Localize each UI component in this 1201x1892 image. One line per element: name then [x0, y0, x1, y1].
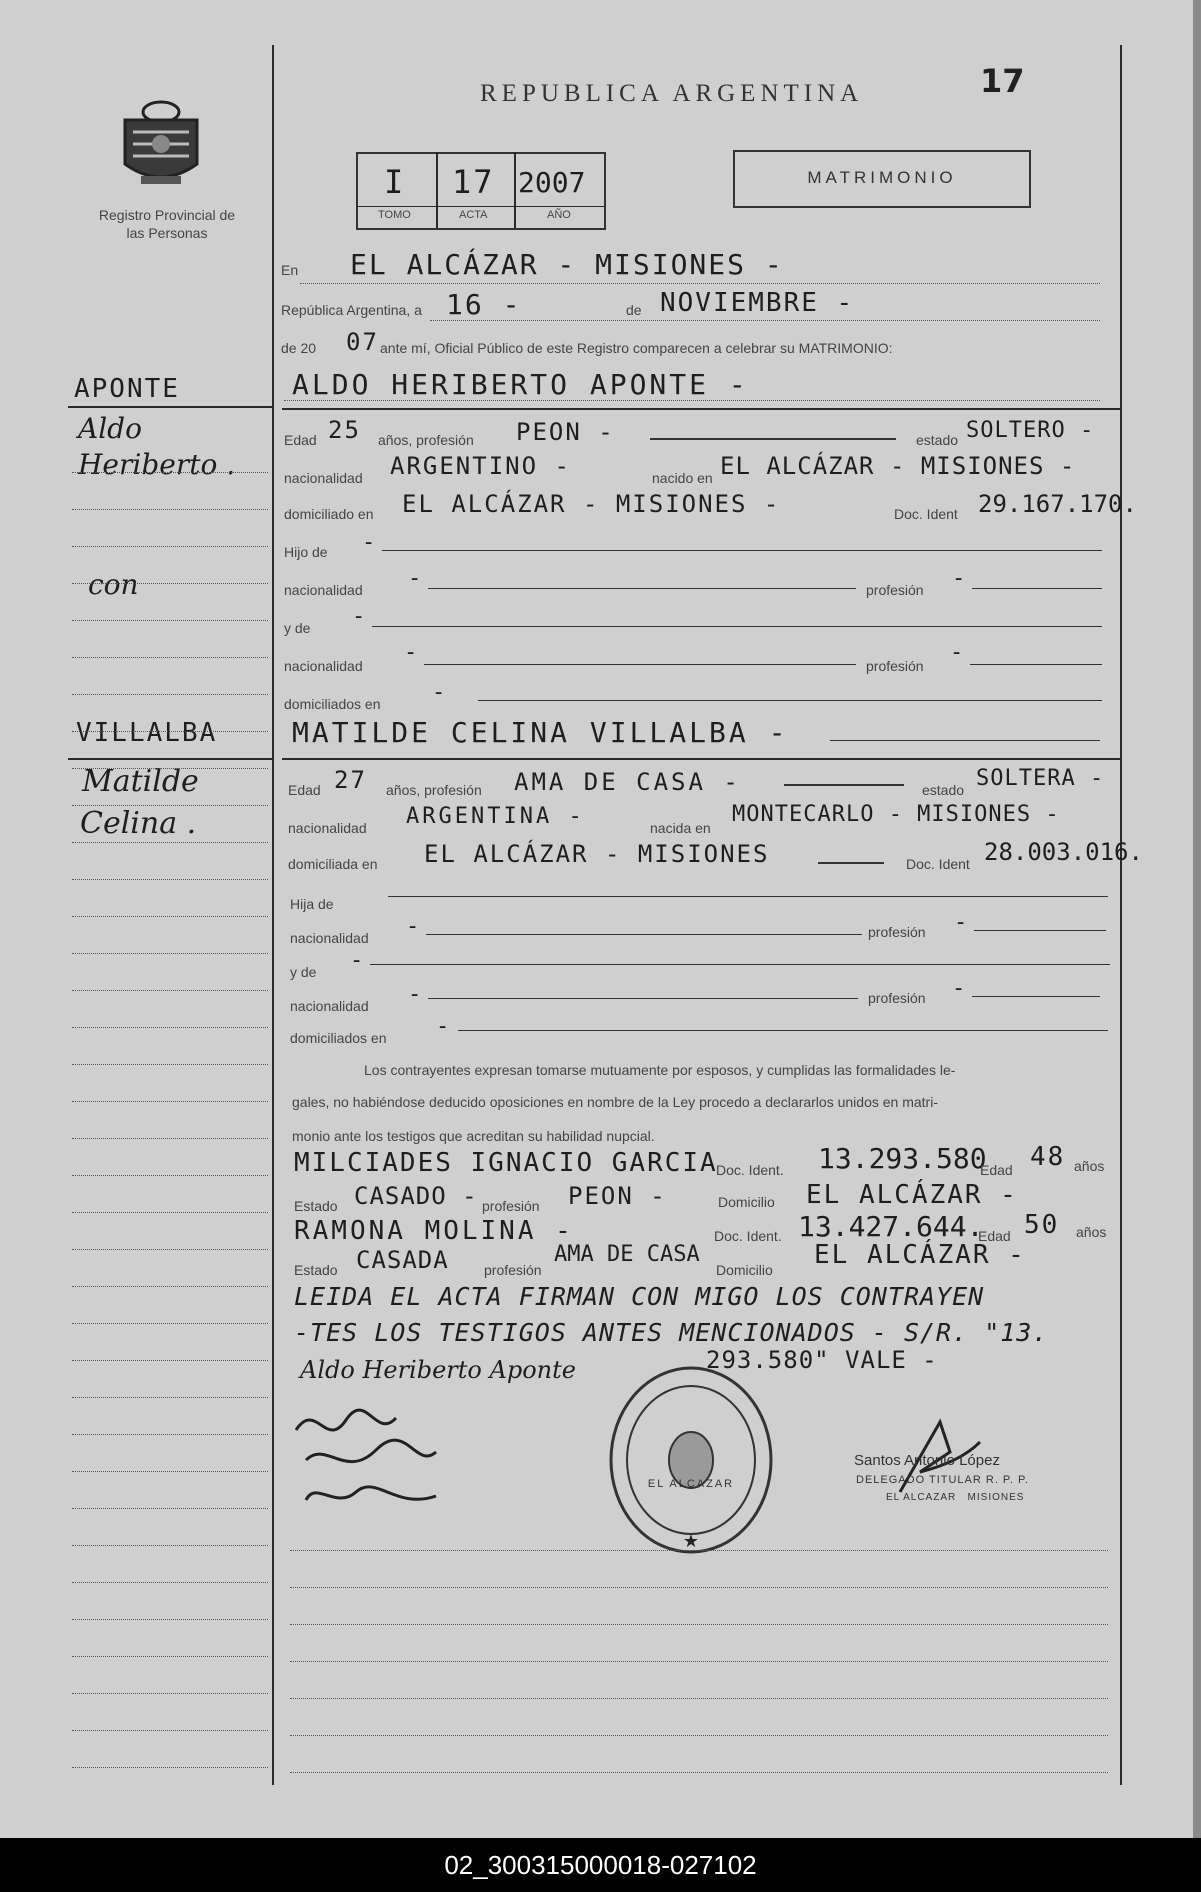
bride-doc: 28.003.016.: [984, 838, 1143, 866]
margin-rule: [72, 1545, 268, 1546]
witness2-estado-label: Estado: [294, 1262, 338, 1278]
bride-hija-label: Hija de: [290, 896, 334, 912]
declaration-line-3: monio ante los testigos que acreditan su habilidad nupcial.: [292, 1128, 655, 1144]
bride-doc-label: Doc. Ident: [906, 856, 970, 872]
margin-bride-given-1: Matilde: [82, 764, 199, 799]
tomo-label: TOMO: [378, 209, 411, 221]
page-edge: [1193, 0, 1201, 1838]
bride-nacida: MONTECARLO - MISIONES -: [732, 802, 1060, 827]
page-number: 17: [980, 62, 1025, 100]
margin-rule: [72, 1360, 268, 1361]
groom-nacionalidad: ARGENTINO -: [390, 452, 571, 480]
witness1-domicilio: EL ALCÁZAR -: [806, 1180, 1018, 1210]
witness2-name: RAMONA MOLINA -: [294, 1216, 574, 1246]
bride-domicilio-label: domiciliada en: [288, 856, 378, 872]
groom-nacido-label: nacido en: [652, 470, 713, 486]
margin-rule: [72, 620, 268, 621]
groom-doc-label: Doc. Ident: [894, 506, 958, 522]
anio-value: 2007: [518, 166, 586, 199]
groom-profesion: PEON -: [516, 418, 615, 446]
rule: [478, 700, 1102, 701]
svg-text:★: ★: [682, 1531, 700, 1552]
de-label: de: [626, 302, 642, 318]
margin-rule: [72, 472, 268, 473]
rule: [974, 930, 1106, 931]
body-rule: [290, 1550, 1108, 1551]
official-seal-stamp: [606, 1362, 776, 1558]
rule: [282, 408, 1120, 410]
groom-estado-label: estado: [916, 432, 959, 448]
rule: [426, 934, 862, 935]
scan-id-footer: 02_300315000018-027102: [0, 1838, 1201, 1892]
margin-con: con: [88, 568, 139, 601]
witness2-doc: 13.427.644.: [798, 1210, 984, 1243]
bride-prof1-value: -: [954, 910, 970, 935]
bride-domiciliados-value: -: [436, 1014, 452, 1039]
rule: [282, 758, 1120, 760]
witness2-domicilio-label: Domicilio: [716, 1262, 773, 1278]
country-title: REPUBLICA ARGENTINA: [480, 80, 864, 107]
rule: [972, 996, 1100, 997]
margin-rule: [72, 731, 268, 732]
officer-place: EL ALCAZAR MISIONES: [886, 1492, 1025, 1503]
margin-rule: [72, 1508, 268, 1509]
bride-profesion-label: años, profesión: [386, 782, 482, 798]
rule: [388, 896, 1108, 897]
groom-nac1-label: nacionalidad: [284, 582, 363, 598]
rule: [458, 1030, 1108, 1031]
record-divider: [436, 152, 438, 228]
bride-name: MATILDE CELINA VILLALBA -: [292, 716, 789, 749]
closing-line-1: LEIDA EL ACTA FIRMAN CON MIGO LOS CONTRAYEN: [294, 1282, 985, 1311]
declaration-line-1: Los contrayentes expresan tomarse mutuamente por esposos, y cumplidas las formalidades le-: [364, 1062, 956, 1078]
bride-yde-value: -: [350, 948, 366, 973]
body-rule: [290, 1735, 1108, 1736]
witness2-edad: 50: [1024, 1210, 1060, 1240]
margin-rule: [72, 1582, 268, 1583]
rule: [68, 406, 272, 408]
groom-nac2-value: -: [404, 640, 420, 665]
margin-rule: [72, 953, 268, 954]
bride-edad-label: Edad: [288, 782, 321, 798]
bride-nacionalidad-label: nacionalidad: [288, 820, 367, 836]
en-label: En: [281, 262, 299, 278]
margin-rule: [72, 583, 268, 584]
bride-prof1-label: profesión: [868, 924, 926, 940]
margin-rule: [72, 1434, 268, 1435]
margin-rule: [72, 1471, 268, 1472]
rule: [428, 998, 858, 999]
bride-yde-label: y de: [290, 964, 317, 980]
groom-nac1-value: -: [408, 566, 424, 591]
intro-text: ante mí, Oficial Público de este Registro comparecen a celebrar su MATRIMONIO:: [380, 340, 893, 356]
closing-signature-inline: Aldo Heriberto Aponte: [300, 1356, 576, 1384]
body-rule: [290, 1587, 1108, 1588]
witness2-doc-label: Doc. Ident.: [714, 1228, 782, 1244]
rule: [382, 550, 1102, 551]
body-rule: [290, 1661, 1108, 1662]
witness1-profesion: PEON -: [568, 1182, 667, 1210]
groom-edad: 25: [328, 416, 361, 444]
rule: [284, 400, 1100, 401]
witness1-estado: CASADO -: [354, 1182, 478, 1210]
margin-rule: [72, 1175, 268, 1176]
groom-yde-label: y de: [284, 620, 311, 636]
margin-rule: [72, 546, 268, 547]
acta-label: ACTA: [459, 209, 488, 221]
margin-rule: [72, 990, 268, 991]
bride-nacionalidad: ARGENTINA -: [406, 804, 585, 829]
declaration-line-2: gales, no habiéndose deducido oposiciones en nombre de la Ley procedo a declararlos unidos en matri-: [292, 1094, 938, 1110]
anio-label: AÑO: [547, 209, 571, 221]
margin-rule: [72, 1323, 268, 1324]
groom-domicilio: EL ALCÁZAR - MISIONES -: [402, 490, 781, 518]
margin-rule: [72, 1730, 268, 1731]
witness1-doc-label: Doc. Ident.: [716, 1162, 784, 1178]
officer-name: Santos Antonio López: [854, 1452, 1000, 1469]
signature-scribbles: [286, 1400, 486, 1520]
groom-prof2-label: profesión: [866, 658, 924, 674]
place-value: EL ALCÁZAR - MISIONES -: [350, 248, 784, 281]
groom-prof2-value: -: [950, 640, 966, 665]
margin-rule: [72, 805, 268, 806]
tomo-value: I: [384, 163, 406, 201]
witness1-estado-label: Estado: [294, 1198, 338, 1214]
officer-title: DELEGADO TITULAR R. P. P.: [856, 1474, 1029, 1486]
bride-prof2-label: profesión: [868, 990, 926, 1006]
year-suffix: 07: [346, 328, 379, 356]
witness1-name: MILCIADES IGNACIO GARCIA: [294, 1148, 718, 1178]
rule: [300, 283, 1100, 284]
groom-prof1-label: profesión: [866, 582, 924, 598]
margin-bride-given-2: Celina .: [80, 806, 197, 841]
day-value: 16 -: [446, 288, 522, 321]
margin-groom-surname: APONTE: [74, 374, 180, 404]
bride-prof2-value: -: [952, 976, 968, 1001]
witness2-anos-label: años: [1076, 1224, 1107, 1240]
margin-rule: [72, 916, 268, 917]
seal-center-text: EL ALCAZAR: [647, 1478, 735, 1490]
margin-rule: [72, 509, 268, 510]
groom-name: ALDO HERIBERTO APONTE -: [292, 368, 749, 401]
republica-label: República Argentina, a: [281, 302, 422, 318]
right-border: [1120, 45, 1122, 1785]
margin-rule: [72, 879, 268, 880]
bride-estado: SOLTERA -: [976, 766, 1105, 791]
margin-divider: [272, 45, 274, 1785]
witness2-edad-label: Edad: [978, 1228, 1011, 1244]
margin-groom-given-1: Aldo: [78, 412, 142, 445]
margin-rule: [72, 1138, 268, 1139]
margin-rule: [72, 1212, 268, 1213]
rule: [428, 588, 856, 589]
witness1-profesion-label: profesión: [482, 1198, 540, 1214]
registry-name: Registro Provincial de las Personas: [98, 207, 236, 241]
margin-rule: [72, 768, 268, 769]
witness2-profesion-label: profesión: [484, 1262, 542, 1278]
matrimonio-title: MATRIMONIO: [807, 168, 957, 187]
witness1-edad: 48: [1030, 1142, 1066, 1172]
groom-domiciliados-value: -: [432, 680, 448, 705]
rule: [372, 626, 1102, 627]
groom-domicilio-label: domiciliado en: [284, 506, 374, 522]
margin-rule: [72, 1656, 268, 1657]
rule: [818, 862, 884, 864]
groom-hijo-value: -: [362, 530, 378, 555]
bride-domicilio: EL ALCÁZAR - MISIONES: [424, 840, 770, 868]
rule: [370, 964, 1110, 965]
margin-rule: [72, 1619, 268, 1620]
rule: [970, 664, 1102, 665]
bride-edad: 27: [334, 766, 367, 794]
margin-rule: [72, 1064, 268, 1065]
margin-rule: [72, 694, 268, 695]
groom-nacido: EL ALCÁZAR - MISIONES -: [720, 452, 1076, 480]
month-value: NOVIEMBRE -: [660, 288, 855, 318]
witness1-edad-label: Edad: [980, 1162, 1013, 1178]
margin-rule: [72, 842, 268, 843]
witness1-domicilio-label: Domicilio: [718, 1194, 775, 1210]
rule: [68, 758, 272, 760]
rule: [650, 438, 896, 440]
groom-domiciliados-label: domiciliados en: [284, 696, 381, 712]
de-year-prefix: de 20: [281, 340, 317, 356]
bride-nac1-label: nacionalidad: [290, 930, 369, 946]
margin-rule: [72, 1397, 268, 1398]
rule: [830, 740, 1100, 741]
rule: [430, 320, 1100, 321]
body-rule: [290, 1772, 1108, 1773]
bride-domiciliados-label: domiciliados en: [290, 1030, 387, 1046]
margin-rule: [72, 1693, 268, 1694]
groom-hijo-label: Hijo de: [284, 544, 328, 560]
bride-estado-label: estado: [922, 782, 965, 798]
provincial-seal-icon: [115, 92, 207, 192]
groom-nac2-label: nacionalidad: [284, 658, 363, 674]
acta-value: 17: [452, 163, 495, 201]
margin-rule: [72, 1101, 268, 1102]
margin-rule: [72, 1249, 268, 1250]
margin-rule: [72, 1027, 268, 1028]
witness1-doc: 13.293.580: [818, 1142, 987, 1175]
witness2-profesion: AMA DE CASA: [554, 1242, 700, 1267]
margin-rule: [72, 657, 268, 658]
bride-nacida-label: nacida en: [650, 820, 711, 836]
groom-profesion-label: años, profesión: [378, 432, 474, 448]
margin-rule: [72, 1767, 268, 1768]
closing-line-3: 293.580" VALE -: [706, 1346, 938, 1374]
closing-line-2: -TES LOS TESTIGOS ANTES MENCIONADOS - S/R. "13.: [294, 1318, 1049, 1347]
margin-groom-given-2: Heriberto .: [78, 448, 236, 481]
groom-nacionalidad-label: nacionalidad: [284, 470, 363, 486]
witness1-anos-label: años: [1074, 1158, 1105, 1174]
margin-rule: [72, 1286, 268, 1287]
bride-nac2-label: nacionalidad: [290, 998, 369, 1014]
groom-edad-label: Edad: [284, 432, 317, 448]
rule: [784, 784, 904, 786]
bride-nac1-value: -: [406, 914, 422, 939]
groom-doc: 29.167.170.: [978, 490, 1137, 518]
bride-nac2-value: -: [408, 982, 424, 1007]
rule: [972, 588, 1102, 589]
margin-bride-surname: VILLALBA: [76, 718, 218, 748]
bride-profesion: AMA DE CASA -: [514, 768, 741, 796]
body-rule: [290, 1624, 1108, 1625]
rule: [424, 664, 856, 665]
witness2-estado: CASADA: [356, 1246, 449, 1274]
groom-estado: SOLTERO -: [966, 418, 1095, 443]
body-rule: [290, 1698, 1108, 1699]
groom-prof1-value: -: [952, 566, 968, 591]
record-divider: [514, 152, 516, 228]
groom-yde-value: -: [352, 604, 368, 629]
record-divider: [356, 206, 604, 207]
witness2-domicilio: EL ALCÁZAR -: [814, 1240, 1026, 1270]
